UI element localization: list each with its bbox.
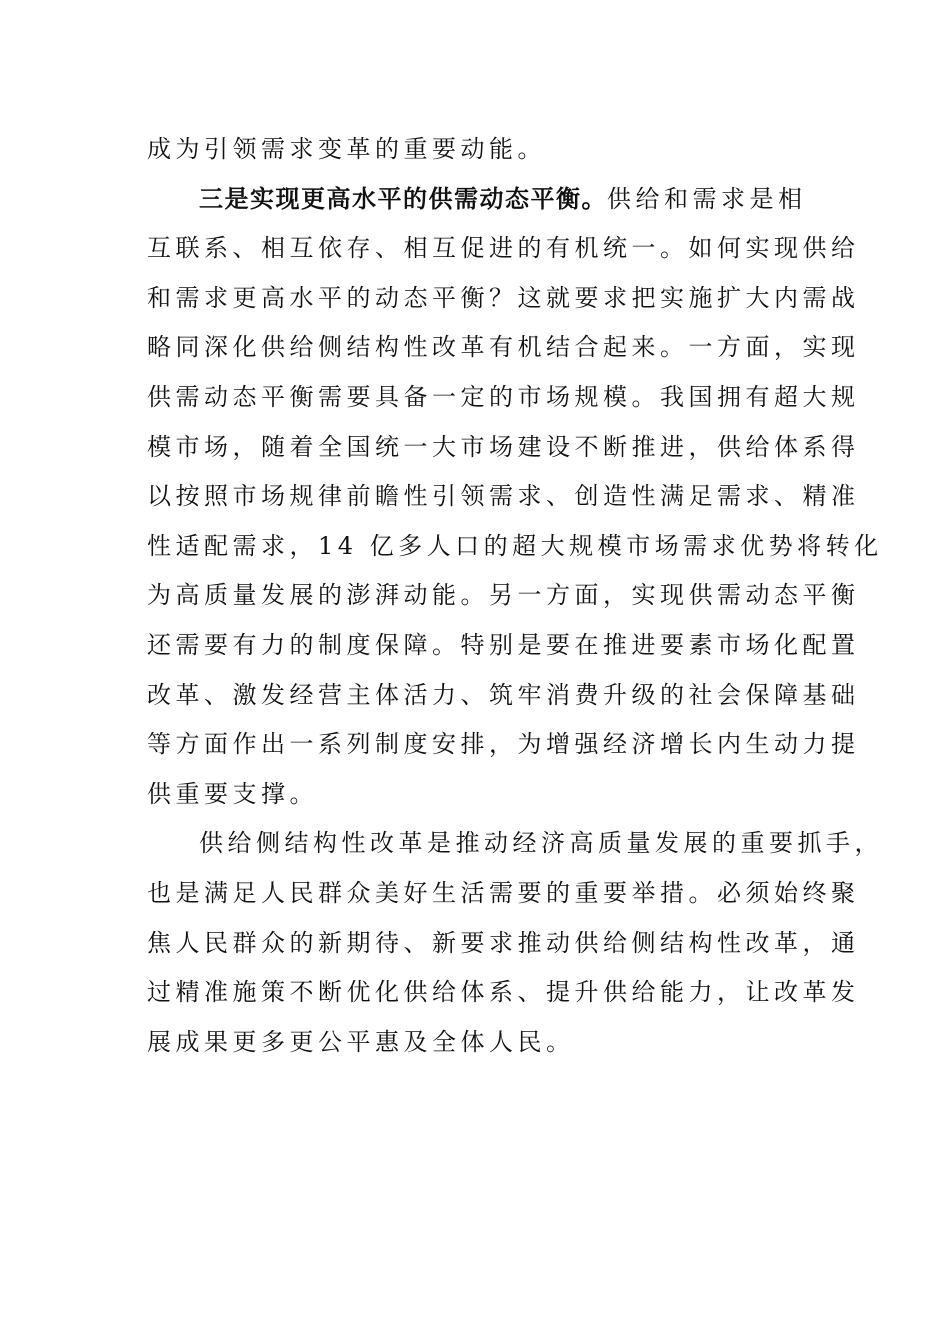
text-line: 略同深化供给侧结构性改革有机结合起来。一方面，实现	[147, 333, 860, 362]
text-line: 过精准施策不断优化供给体系、提升供给能力，让改革发	[147, 978, 860, 1007]
text-line: 还需要有力的制度保障。特别是要在推进要素市场化配置	[147, 630, 860, 659]
text-line: 互联系、相互依存、相互促进的有机统一。如何实现供给	[147, 234, 860, 263]
text-line: 改革、激发经营主体活力、筑牢消费升级的社会保障基础	[147, 680, 860, 709]
document-body	[147, 125, 883, 1067]
text-line: 展成果更多更公平惠及全体人民。	[147, 1027, 575, 1056]
text-line: 为高质量发展的澎湃动能。另一方面，实现供需动态平衡	[147, 581, 860, 610]
paragraph-first-line	[147, 175, 807, 225]
text-line: 焦人民群众的新期待、新要求推动供给侧结构性改革，通	[147, 928, 860, 957]
text-line: 也是满足人民群众美好生活需要的重要举措。必须始终聚	[147, 878, 860, 907]
text-line: 以按照市场规律前瞻性引领需求、创造性满足需求、精准	[147, 482, 860, 511]
text-line: 供重要支撑。	[147, 779, 318, 808]
paragraph-first-line: 供给侧结构性改革是推动经济高质量发展的重要抓手，	[199, 829, 883, 858]
paragraph-heading: 三是实现更高水平的供需动态平衡。	[199, 184, 607, 213]
text-line: 供需动态平衡需要具备一定的市场规模。我国拥有超大规	[147, 382, 860, 411]
text-line: 性适配需求，14 亿多人口的超大规模市场需求优势将转化	[147, 531, 883, 560]
text-line: 成为引领需求变革的重要动能。	[147, 135, 546, 163]
text-line: 模市场，随着全国统一大市场建设不断推进，供给体系得	[147, 432, 860, 461]
paragraph-first-line-text: 供给和需求是相	[607, 184, 807, 213]
text-line: 和需求更高水平的动态平衡？这就要求把实施扩大内需战	[147, 283, 860, 312]
text-line: 等方面作出一系列制度安排，为增强经济增长内生动力提	[147, 730, 860, 759]
